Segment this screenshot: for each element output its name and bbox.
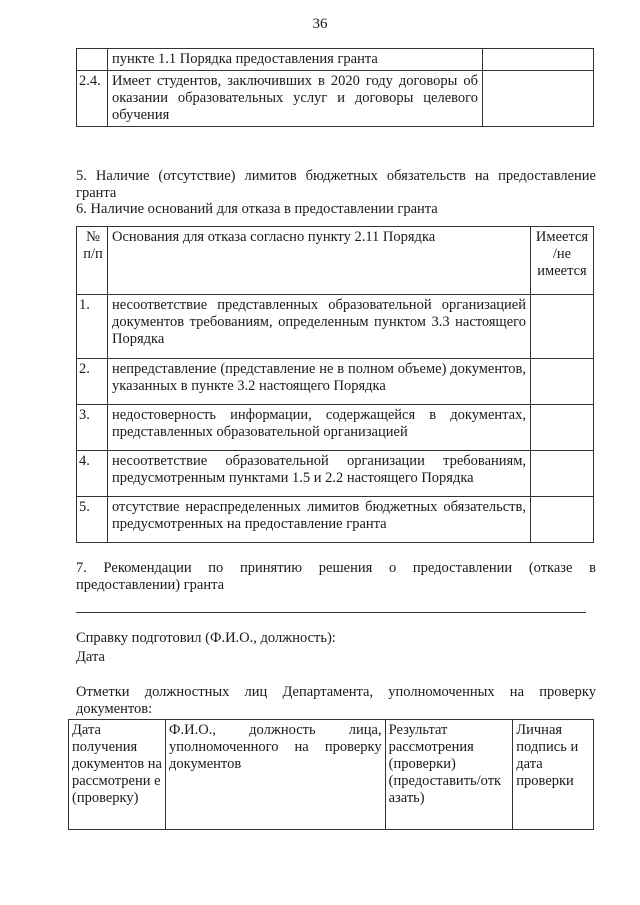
grounds-text: несоответствие образовательной организации требованиям, предусмотренным пунктами 1.5 и 2.2 настоящего Порядка bbox=[108, 451, 531, 497]
availability-cell bbox=[531, 359, 594, 405]
grounds-text: недостоверность информации, содержащейся в документах, представленных образовательной организацией bbox=[108, 405, 531, 451]
table-header-row bbox=[69, 720, 594, 830]
prepared-by-label: Справку подготовил (Ф.И.О., должность): bbox=[76, 630, 336, 646]
criteria-value-cell bbox=[483, 49, 594, 71]
recommendation-line bbox=[76, 612, 586, 613]
table-row bbox=[77, 295, 594, 359]
criteria-value-cell bbox=[483, 71, 594, 127]
header-number: № п/п bbox=[77, 227, 108, 295]
marks-title: Отметки должностных лиц Департамента, уполномоченных на проверку документов: bbox=[76, 684, 596, 718]
row-number: 2.4. bbox=[77, 71, 108, 127]
header-receipt-date: Дата получения документов на рассмотрени е (проверку) bbox=[69, 720, 166, 830]
grant-criteria-table bbox=[76, 48, 594, 127]
table-header-row bbox=[77, 227, 594, 295]
availability-cell bbox=[531, 295, 594, 359]
header-availability: Имеется /не имеется bbox=[531, 227, 594, 295]
page-number: 36 bbox=[312, 16, 328, 32]
grounds-text: отсутствие нераспределенных лимитов бюджетных обязательств, предусмотренных на предоставление гранта bbox=[108, 497, 531, 543]
table-row bbox=[77, 497, 594, 543]
refusal-grounds-table bbox=[76, 226, 594, 543]
table-row bbox=[77, 451, 594, 497]
section-6-heading: 6. Наличие оснований для отказа в предоставлении гранта bbox=[76, 201, 438, 217]
criteria-text: Имеет студентов, заключивших в 2020 году договоры об оказании образовательных услуг и договоры целевого обучения bbox=[108, 71, 483, 127]
row-number: 2. bbox=[77, 359, 108, 405]
availability-cell bbox=[531, 405, 594, 451]
row-number bbox=[77, 49, 108, 71]
table-row bbox=[77, 359, 594, 405]
header-grounds: Основания для отказа согласно пункту 2.11 Порядка bbox=[108, 227, 531, 295]
table-row bbox=[77, 71, 594, 127]
grounds-text: непредставление (представление не в полном объеме) документов, указанных в пункте 3.2 настоящего Порядка bbox=[108, 359, 531, 405]
criteria-text: пункте 1.1 Порядка предоставления гранта bbox=[108, 49, 483, 71]
official-marks-table bbox=[68, 719, 594, 830]
date-label: Дата bbox=[76, 649, 105, 665]
availability-cell bbox=[531, 451, 594, 497]
header-official-name: Ф.И.О., должность лица, уполномоченного на проверку документов bbox=[166, 720, 386, 830]
availability-cell bbox=[531, 497, 594, 543]
row-number: 3. bbox=[77, 405, 108, 451]
grounds-text: несоответствие представленных образовательной организацией документов требованиям, определенным пунктом 3.3 настоящего Порядка bbox=[108, 295, 531, 359]
row-number: 4. bbox=[77, 451, 108, 497]
header-review-result: Результат рассмотрения (проверки) (предоставить/отк азать) bbox=[385, 720, 513, 830]
header-signature-date: Личная подпись и дата проверки bbox=[513, 720, 594, 830]
row-number: 1. bbox=[77, 295, 108, 359]
section-5-text: 5. Наличие (отсутствие) лимитов бюджетных обязательств на предоставление гранта bbox=[76, 168, 596, 202]
table-row bbox=[77, 49, 594, 71]
section-7-text: 7. Рекомендации по принятию решения о предоставлении (отказе в предоставлении) гранта bbox=[76, 560, 596, 594]
table-row bbox=[77, 405, 594, 451]
row-number: 5. bbox=[77, 497, 108, 543]
